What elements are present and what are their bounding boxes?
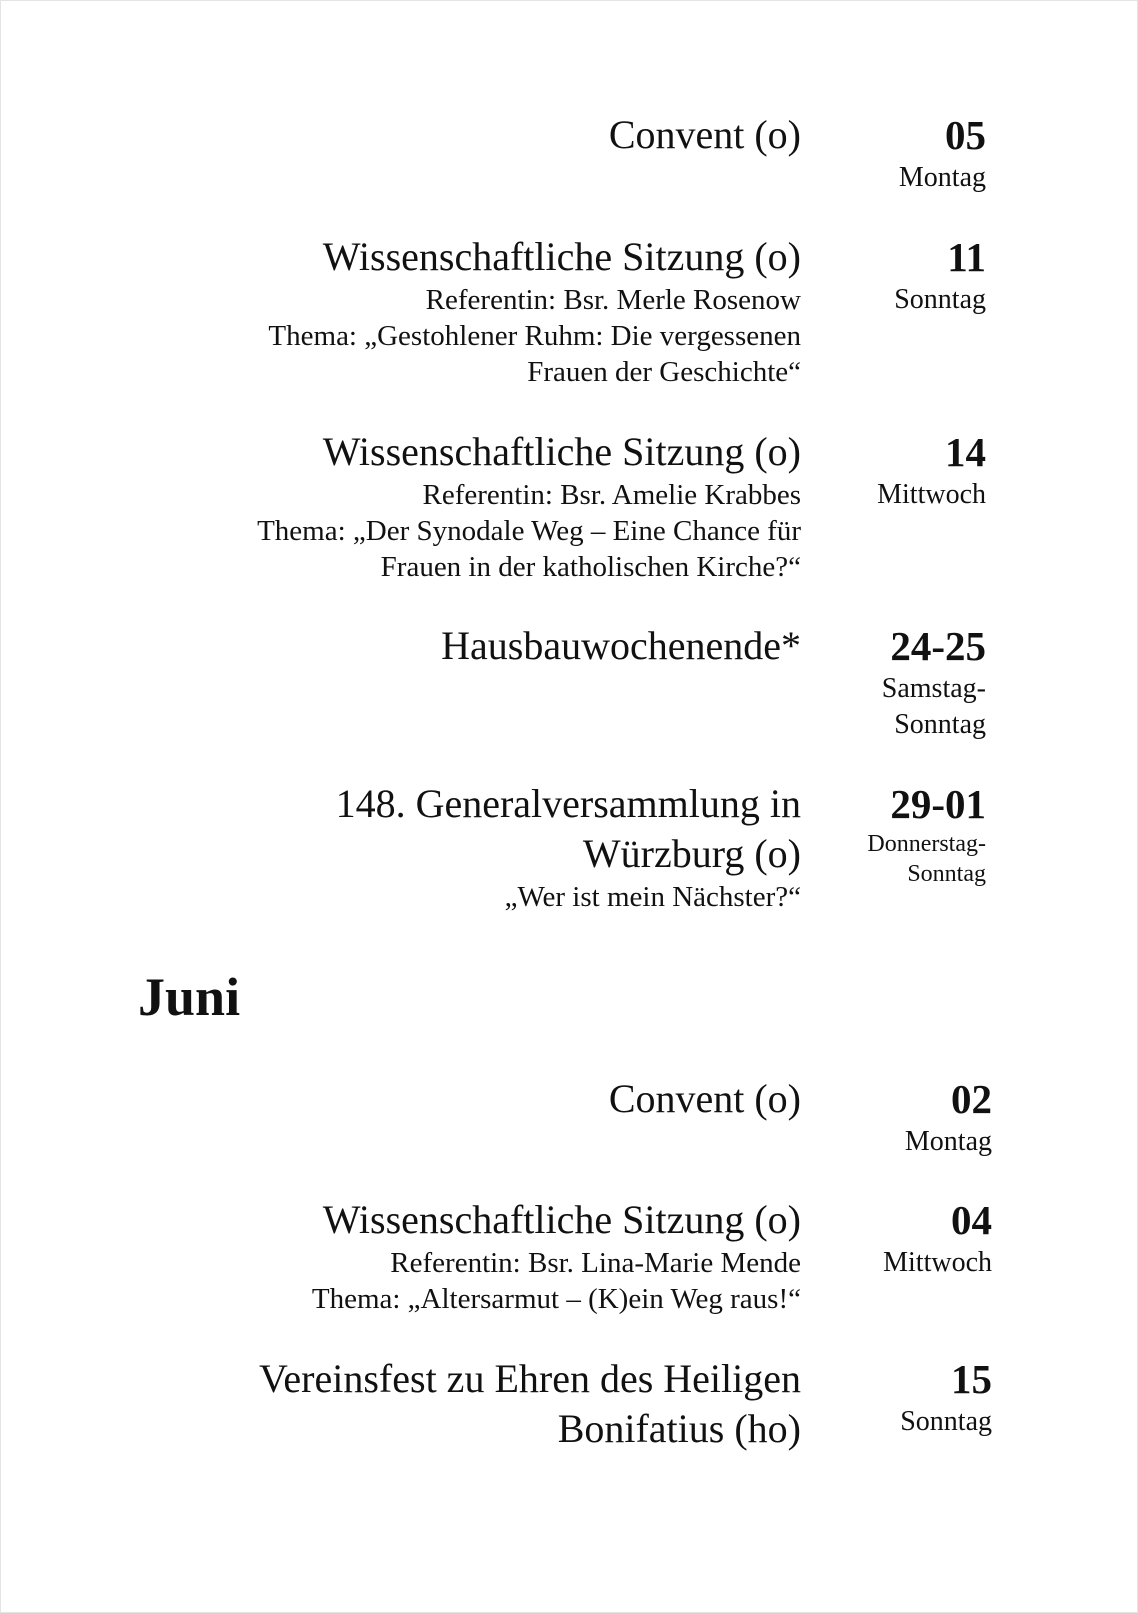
event-title: Wissenschaftliche Sitzung (o) — [322, 429, 801, 474]
date-number: 05 — [945, 112, 986, 158]
weekday-start: Samstag- — [881, 673, 986, 704]
event-text — [111, 621, 801, 671]
event-hausbauwochenende — [1, 621, 1138, 740]
event-topic: Thema: „Gestohlener Ruhm: Die vergessenen — [268, 320, 801, 352]
date-number: 29-01 — [890, 781, 986, 827]
event-title: Wissenschaftliche Sitzung (o) — [322, 1197, 801, 1242]
event-date — [816, 232, 986, 318]
event-title-continued: Würzburg (o) — [582, 831, 801, 876]
event-text — [111, 232, 801, 390]
event-sitzung-14 — [1, 427, 1138, 583]
date-number: 04 — [951, 1197, 992, 1243]
event-sitzung-11 — [1, 232, 1138, 388]
event-date — [816, 1195, 992, 1281]
weekday: Sonntag — [900, 1406, 992, 1437]
event-title: Convent (o) — [608, 1076, 801, 1121]
event-text — [111, 110, 801, 160]
event-convent-05 — [1, 110, 1138, 193]
date-number: 15 — [951, 1356, 992, 1402]
event-text — [111, 1354, 801, 1454]
event-topic: Thema: „Altersarmut – (K)ein Weg raus!“ — [311, 1283, 801, 1315]
event-title-continued: Bonifatius (ho) — [557, 1406, 801, 1451]
event-speaker: Referentin: Bsr. Lina-Marie Mende — [390, 1247, 801, 1279]
event-topic: Thema: „Der Synodale Weg – Eine Chance für — [257, 515, 801, 547]
event-date — [816, 1074, 992, 1160]
event-title: Convent (o) — [608, 112, 801, 157]
weekday: Mittwoch — [877, 479, 986, 510]
weekday: Montag — [904, 1126, 992, 1157]
date-number: 14 — [945, 429, 986, 475]
date-number: 24-25 — [890, 623, 986, 669]
event-motto: „Wer ist mein Nächster?“ — [504, 881, 801, 913]
event-text — [111, 1074, 801, 1124]
event-title: Vereinsfest zu Ehren des Heiligen — [258, 1356, 801, 1401]
weekday: Montag — [898, 162, 986, 193]
event-text — [111, 427, 801, 585]
month-heading: Juni — [138, 967, 241, 1027]
event-date — [816, 621, 986, 743]
event-title: Wissenschaftliche Sitzung (o) — [322, 234, 801, 279]
event-topic-continued: Frauen der Geschichte“ — [527, 356, 801, 388]
event-generalversammlung — [1, 779, 1138, 913]
event-text — [111, 1195, 801, 1317]
event-date — [816, 427, 986, 513]
event-vereinsfest — [1, 1354, 1138, 1451]
event-topic-continued: Frauen in der katholischen Kirche?“ — [380, 551, 801, 583]
event-speaker: Referentin: Bsr. Merle Rosenow — [425, 284, 801, 316]
event-date — [816, 1354, 992, 1440]
weekday-start: Donnerstag- — [867, 831, 986, 857]
weekday: Sonntag — [894, 284, 986, 315]
weekday-end: Sonntag — [907, 861, 986, 887]
date-number: 02 — [951, 1076, 992, 1122]
event-title: Hausbauwochenende* — [441, 623, 801, 668]
weekday: Mittwoch — [883, 1247, 992, 1278]
event-date — [816, 779, 986, 889]
event-sitzung-04 — [1, 1195, 1138, 1315]
weekday-end: Sonntag — [894, 709, 986, 740]
event-convent-02 — [1, 1074, 1138, 1157]
event-date — [816, 110, 986, 196]
date-number: 11 — [947, 234, 986, 280]
event-title: 148. Generalversammlung in — [335, 781, 801, 826]
event-speaker: Referentin: Bsr. Amelie Krabbes — [422, 479, 801, 511]
event-text — [111, 779, 801, 915]
